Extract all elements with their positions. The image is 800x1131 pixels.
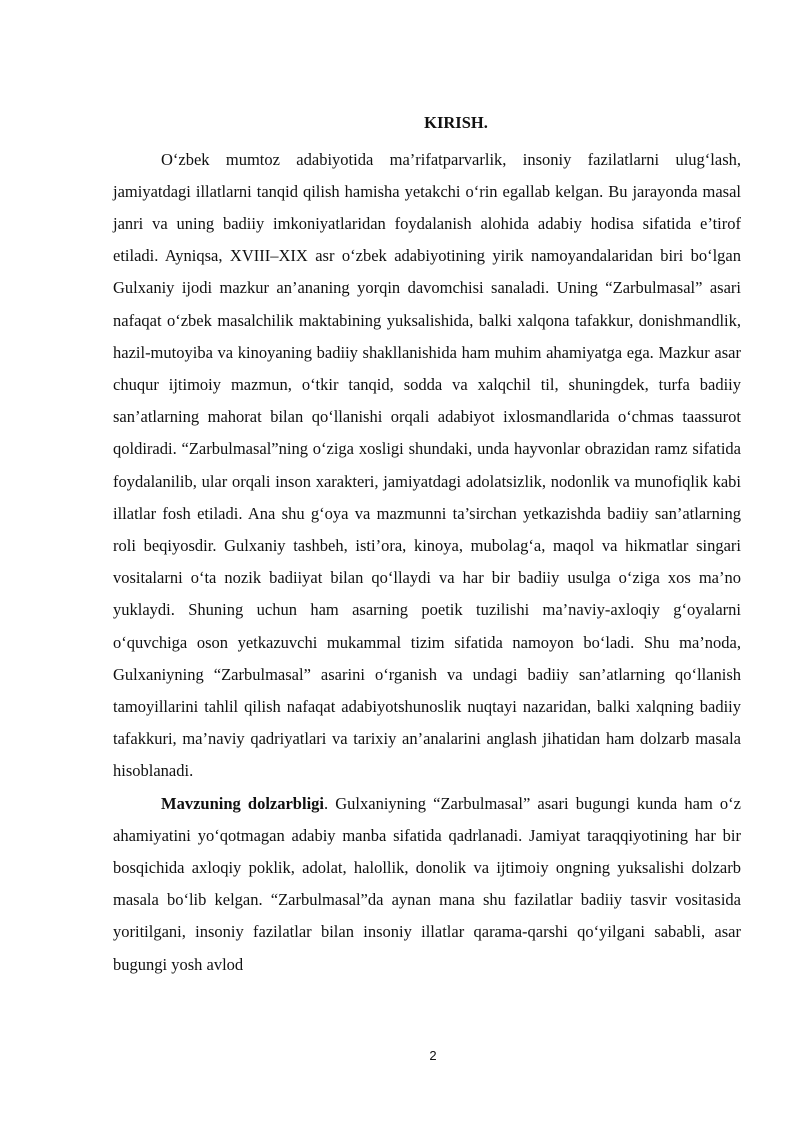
relevance-paragraph-text: . Gulxaniyning “Zarbulmasal” asari bugungi kunda ham o‘z ahamiyatini yo‘qotmagan adabiy manba sifatida qadrlanadi. Jamiyat taraqqiyotining har bir bosqichida axloqiy poklik, adolat, halollik, donolik va ijtimoiy ongning yuksalishi dolzarb masala bo‘lib kelgan. “Zarbulmasal”da aynan mana shu fazilatlar badiiy tasvir vositasida yoritilgani, insoniy fazilatlar bilan insoniy illatlar qarama-qarshi qo‘yilgani sababli, asar bugungi yosh avlod [113, 793, 741, 974]
section-heading: KIRISH. [424, 113, 488, 132]
body-text [113, 144, 741, 981]
page-number: 2 [429, 1048, 437, 1063]
relevance-lead-term: Mavzuning dolzarbligi [161, 793, 324, 813]
relevance-paragraph [113, 788, 741, 981]
intro-paragraph [113, 144, 741, 788]
intro-paragraph-text: O‘zbek mumtoz adabiyotida ma’rifatparvarlik, insoniy fazilatlarni ulug‘lash, jamiyatdagi illatlarni tanqid qilish hamisha yetakchi o‘rin egallab kelgan. Bu jarayonda masal janri va uning badiiy imkoniyatlaridan foydalanish alohida adabiy hodisa sifatida e’tirof etiladi. Ayniqsa, XVIII–XIX asr o‘zbek adabiyotining yirik namoyandalaridan biri bo‘lgan Gulxaniy ijodi mazkur an’ananing yorqin davomchisi sanaladi. Uning “Zarbulmasal” asari nafaqat o‘zbek masalchilik maktabining yuksalishida, balki xalqona tafakkur, donishmandlik, hazil-mutoyiba va kinoyaning badiiy shakllanishida ham muhim ahamiyatga ega. Mazkur asar chuqur ijtimoiy mazmun, o‘tkir tanqid, sodda va xalqchil til, shuningdek, turfa badiiy san’atlarning mahorat bilan qo‘llanishi orqali adabiyot ixlosmandlarida o‘chmas taassurot qoldiradi. “Zarbulmasal”ning o‘ziga xosligi shundaki, unda hayvonlar obrazidan ramz sifatida foydalanilib, ular orqali inson xarakteri, jamiyatdagi adolatsizlik, nodonlik va munofiqlik kabi illatlar fosh etiladi. Ana shu g‘oya va mazmunni ta’sirchan yetkazishda badiiy san’atlarning roli beqiyosdir. Gulxaniy tashbeh, isti’ora, kinoya, mubolag‘a, maqol va hikmatlar singari vositalarni o‘ta nozik badiiyat bilan qo‘llaydi va har bir badiiy usulga o‘ziga xos ma’no yuklaydi. Shuning uchun ham asarning poetik tuzilishi ma’naviy-axloqiy g‘oyalarni o‘quvchiga oson yetkazuvchi mukammal tizim sifatida namoyon bo‘ladi. Shu ma’noda, Gulxaniyning “Zarbulmasal” asarini o‘rganish va undagi badiiy san’atlarning qo‘llanish tamoyillarini tahlil qilish nafaqat adabiyotshunoslik nuqtayi nazaridan, balki xalqning badiiy tafakkuri, ma’naviy qadriyatlari va tarixiy an’analarini anglash jihatidan ham dolzarb masala hisoblanadi. [113, 149, 741, 781]
